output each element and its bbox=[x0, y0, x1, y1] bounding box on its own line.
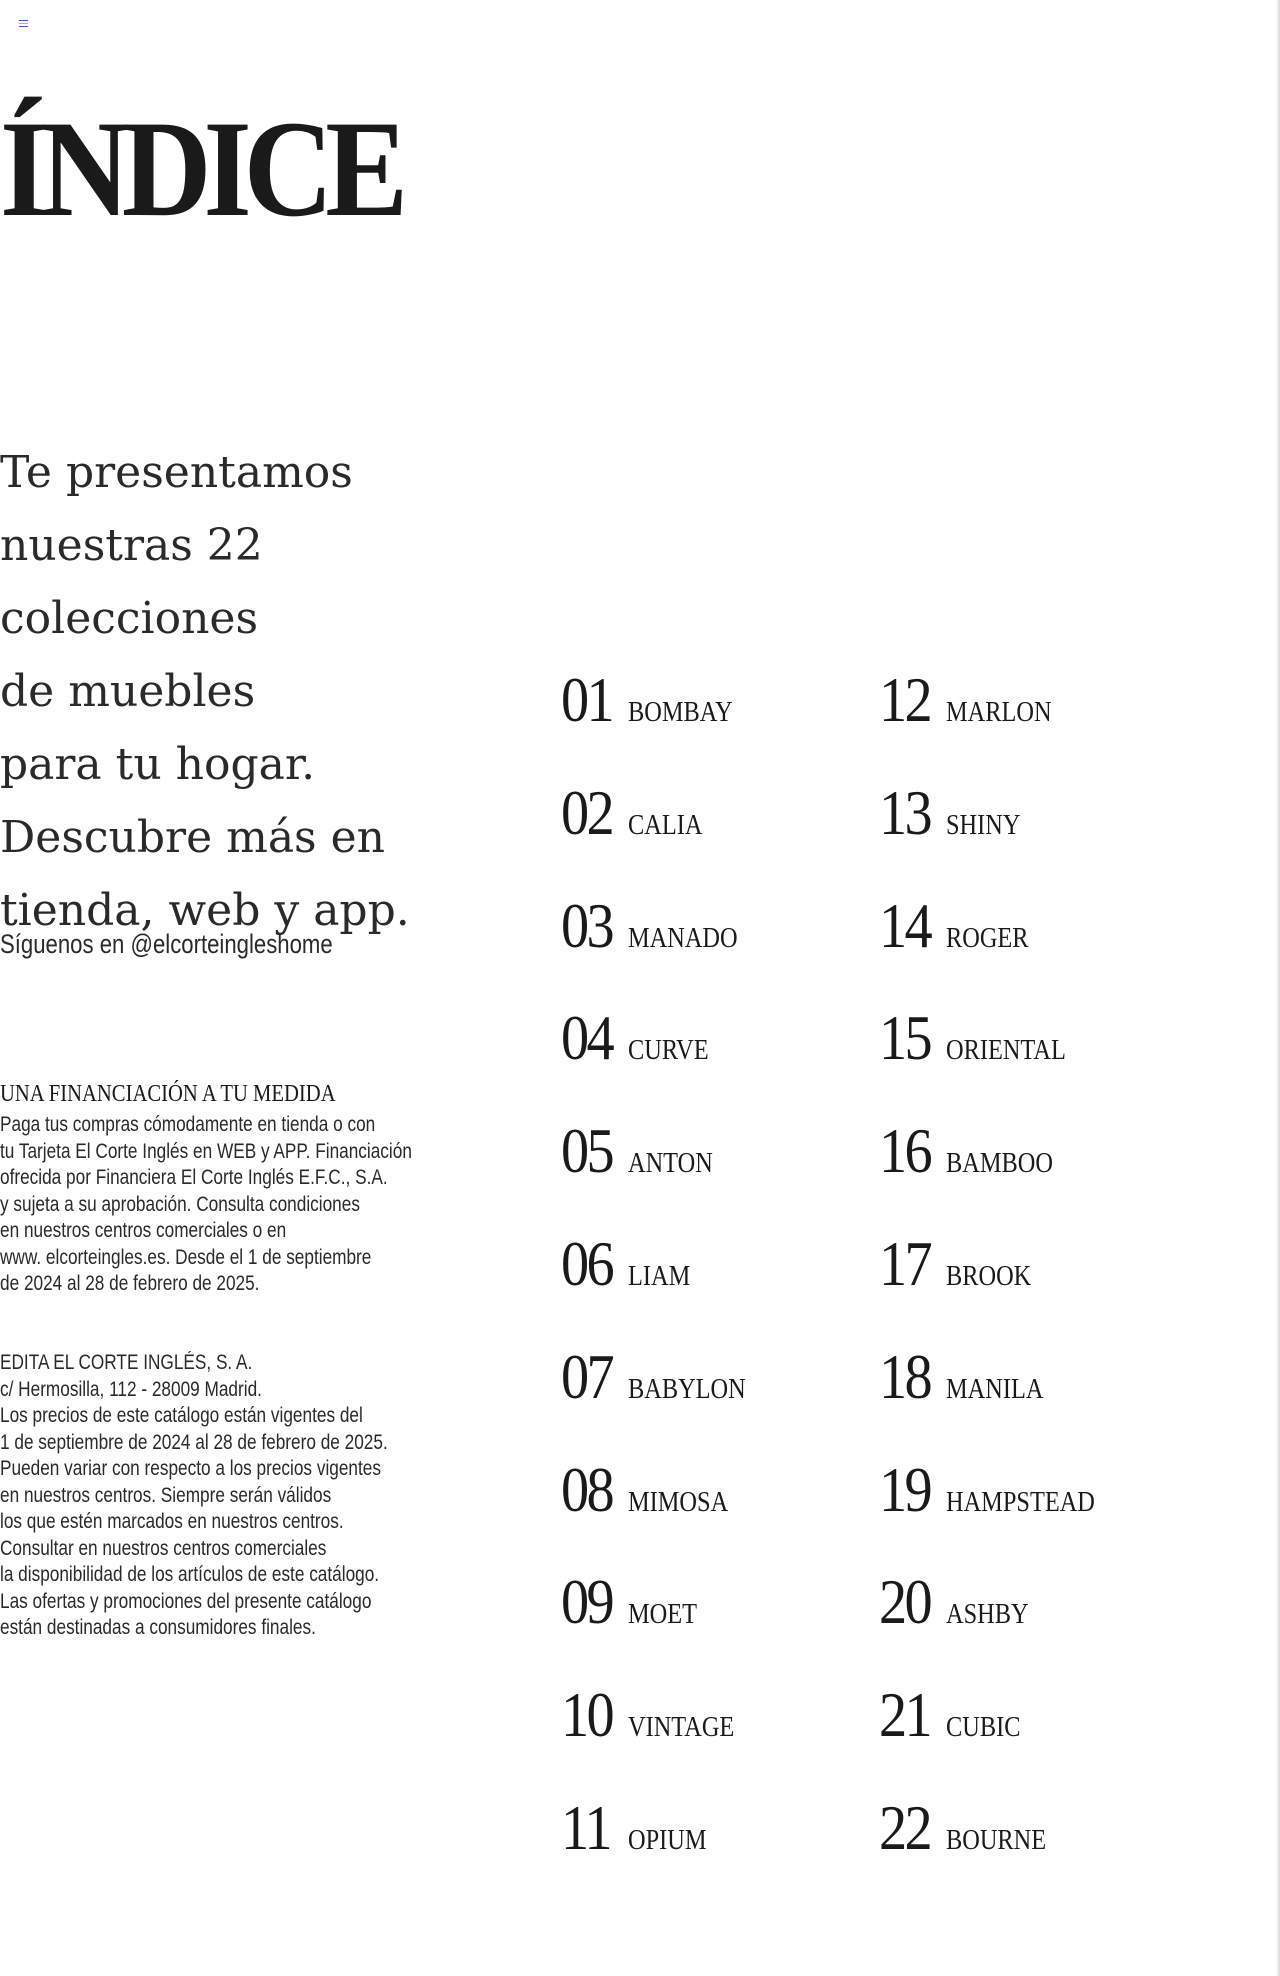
collection-name: CURVE bbox=[628, 1034, 709, 1067]
collection-name: CALIA bbox=[628, 808, 703, 841]
menu-line bbox=[19, 20, 28, 21]
collection-number: 17 bbox=[879, 1228, 931, 1299]
collection-number: 12 bbox=[879, 664, 931, 735]
collection-name: MARLON bbox=[946, 696, 1052, 728]
collection-number: 04 bbox=[561, 1002, 613, 1074]
collection-item[interactable] bbox=[561, 664, 753, 735]
collection-name: BOMBAY bbox=[628, 696, 733, 728]
menu-line bbox=[19, 23, 28, 24]
collection-item[interactable] bbox=[879, 889, 1044, 961]
collection-number: 05 bbox=[561, 1115, 613, 1187]
collection-item[interactable] bbox=[879, 1228, 1048, 1299]
collection-number: 13 bbox=[879, 776, 931, 848]
collection-name: CUBIC bbox=[946, 1711, 1021, 1744]
collection-name: BAMBOO bbox=[946, 1147, 1053, 1180]
collection-item[interactable] bbox=[561, 1453, 747, 1525]
collection-item[interactable] bbox=[561, 1566, 710, 1638]
collection-item[interactable] bbox=[879, 1002, 1089, 1074]
collection-number: 11 bbox=[561, 1792, 610, 1863]
collection-item[interactable] bbox=[879, 664, 1072, 735]
page-title: ÍNDICE bbox=[0, 92, 400, 245]
collection-name: VINTAGE bbox=[628, 1711, 735, 1744]
collection-number: 09 bbox=[561, 1566, 613, 1638]
collection-number: 21 bbox=[879, 1679, 931, 1751]
collection-number: 19 bbox=[879, 1453, 931, 1525]
collection-name: BOURNE bbox=[946, 1824, 1047, 1856]
collection-item[interactable] bbox=[561, 1792, 721, 1863]
collection-item[interactable] bbox=[561, 776, 717, 848]
collection-number: 07 bbox=[561, 1340, 613, 1412]
hamburger-menu-icon[interactable] bbox=[19, 20, 28, 27]
collection-item[interactable] bbox=[879, 1115, 1073, 1187]
collection-item[interactable] bbox=[561, 889, 759, 961]
collection-name: MIMOSA bbox=[628, 1485, 729, 1518]
collection-name: ROGER bbox=[946, 921, 1029, 954]
collection-item[interactable] bbox=[879, 776, 1035, 848]
collection-number: 18 bbox=[879, 1340, 931, 1412]
financing-text: Paga tus compras cómodamente en tienda o con tu Tarjeta El Corte Inglés en WEB y APP. Financiación ofrecida por Financiera El Corte Inglés E.F.C., S.A. y sujeta a su aprobación. Consulta condiciones en nuestros centros comerciales o en www. elcorteingles.es. Desde el 1 de septiembre de 2024 al 28 de febrero de 2025. bbox=[0, 1113, 412, 1295]
collection-name: HAMPSTEAD bbox=[946, 1485, 1095, 1518]
collection-name: SHINY bbox=[946, 808, 1021, 841]
legal-text: EDITA EL CORTE INGLÉS, S. A. c/ Hermosilla, 112 - 28009 Madrid. Los precios de este catálogo están vigentes del 1 de septiembre de 2024 al 28 de febrero de 2025. Pueden variar con respecto a los precios vigentes en nuestros centros. Siempre serán válidos los que estén marcados en nuestros centros. Consultar en nuestros centros comerciales la disponibilidad de los artículos de este catálogo. Las ofertas y promociones del presente catálogo están destinadas a consumidores finales. bbox=[0, 1351, 388, 1639]
collection-number: 03 bbox=[561, 889, 613, 961]
collection-number: 14 bbox=[879, 889, 931, 961]
collection-item[interactable] bbox=[879, 1566, 1044, 1638]
menu-line bbox=[19, 26, 28, 27]
collection-name: MANILA bbox=[946, 1372, 1044, 1405]
collection-name: ASHBY bbox=[946, 1598, 1029, 1631]
collections-index bbox=[561, 664, 1121, 1908]
collection-name: BABYLON bbox=[628, 1372, 746, 1405]
collection-item[interactable] bbox=[561, 1340, 768, 1412]
collection-name: BROOK bbox=[946, 1260, 1032, 1292]
collection-number: 16 bbox=[879, 1115, 931, 1187]
social-handle: Síguenos en @elcorteingleshome bbox=[0, 929, 333, 959]
collection-number: 01 bbox=[561, 664, 613, 735]
collection-name: LIAM bbox=[628, 1260, 691, 1292]
collection-number: 20 bbox=[879, 1566, 931, 1638]
collection-name: OPIUM bbox=[628, 1824, 707, 1856]
collection-number: 06 bbox=[561, 1228, 613, 1299]
collection-name: ANTON bbox=[628, 1147, 713, 1180]
collection-name: MANADO bbox=[628, 921, 738, 954]
collection-number: 22 bbox=[879, 1792, 931, 1863]
collection-item[interactable] bbox=[879, 1340, 1062, 1412]
collection-item[interactable] bbox=[561, 1228, 702, 1299]
financing-section bbox=[0, 1081, 540, 1298]
collection-item[interactable] bbox=[879, 1792, 1065, 1863]
collection-item[interactable] bbox=[561, 1002, 724, 1074]
collection-item[interactable] bbox=[879, 1679, 1035, 1751]
collection-item[interactable] bbox=[879, 1453, 1123, 1525]
intro-text: Te presentamos nuestras 22 colecciones de muebles para tu hogar. Descubre más en tienda, web y app. bbox=[0, 447, 410, 936]
collection-name: ORIENTAL bbox=[946, 1034, 1066, 1067]
financing-title: UNA FINANCIACIÓN A TU MEDIDA bbox=[0, 1081, 336, 1107]
collection-number: 02 bbox=[561, 776, 613, 848]
collection-number: 08 bbox=[561, 1453, 613, 1525]
collection-number: 15 bbox=[879, 1002, 931, 1074]
collection-number: 10 bbox=[561, 1679, 613, 1751]
collection-item[interactable] bbox=[561, 1115, 729, 1187]
collection-name: MOET bbox=[628, 1598, 698, 1631]
collection-item[interactable] bbox=[561, 1679, 755, 1751]
page-edge bbox=[1276, 0, 1280, 1976]
